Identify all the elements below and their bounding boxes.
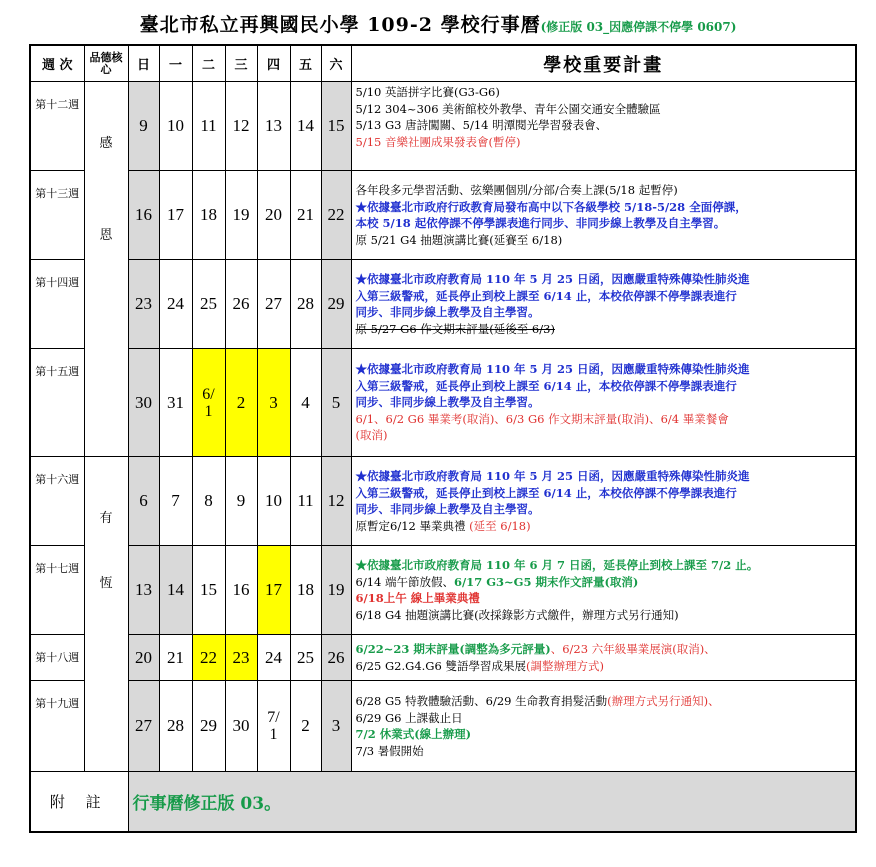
week-label: 第十三週 [30,171,84,260]
day-cell: 10 [159,82,192,171]
core-char: 有 [99,511,113,526]
events-cell [351,82,856,171]
event-line: 入第三級警戒，延長停止到校上課至 6/14 止，本校依停課不停學課表進行 [355,288,737,303]
event-line: ★依據臺北市政府教育局 110 年 5 月 25 日函，因應嚴重特殊傳染性肺炎進 [355,362,750,377]
event-line: 、6/23 六年級畢業展演(取消)、 [550,642,716,656]
day-cell: 8 [192,457,225,546]
day-cell: 26 [225,260,257,349]
day-cell: 25 [192,260,225,349]
day-cell: 14 [159,546,192,635]
day-cell-highlight [192,349,225,457]
header-fri: 五 [290,45,321,82]
day-cell-highlight: 22 [192,635,225,681]
week-label: 第十五週 [30,349,84,457]
day-cell: 13 [128,546,159,635]
note-text: 行事曆修正版 03。 [128,772,856,832]
day-cell: 12 [225,82,257,171]
day-cell: 26 [321,635,351,681]
day-cell: 5 [321,349,351,457]
day-cell: 23 [128,260,159,349]
week-label: 第十二週 [30,82,84,171]
day-cell: 27 [128,681,159,772]
week-row [30,260,856,349]
day-cell: 13 [257,82,290,171]
day-cell-text: 7/1 [267,709,280,743]
event-line: 同步、非同步線上教學及自主學習。 [355,395,540,410]
core-char: 恆 [99,576,113,591]
school-calendar-table [29,44,857,833]
event-line: 原 5/21 G4 抽題演講比賽(延賽至 6/18) [355,232,563,247]
event-line: 7/3 暑假開始 [355,743,424,758]
week-row [30,457,856,546]
day-cell: 28 [290,260,321,349]
title-main: 臺北市私立再興國民小學 109-2 學校行事曆 [139,14,541,36]
events-cell [351,260,856,349]
event-line: 同步、非同步線上教學及自主學習。 [355,502,540,516]
event-line: 入第三級警戒，延長停止到校上課至 6/14 止，本校依停課不停學課表進行 [355,378,737,393]
week-row [30,546,856,635]
day-cell: 17 [159,171,192,260]
day-cell [257,681,290,772]
day-cell: 11 [192,82,225,171]
day-cell: 2 [290,681,321,772]
title-revision: (修正版 03_因應停課不停學 0607) [540,20,737,34]
event-line: 6/18 G4 抽題演講比賽(改採錄影方式繳件，辦理方式另行通知) [355,607,679,622]
day-cell: 30 [225,681,257,772]
event-line: 5/10 英語拼字比賽(G3-G6) [355,85,500,99]
note-label: 附 註 [30,772,128,832]
events-cell [351,457,856,546]
week-label: 第十七週 [30,546,84,635]
event-line: (取消) [355,428,388,443]
day-cell: 4 [290,349,321,457]
day-cell: 24 [257,635,290,681]
core-value-gratitude [84,82,128,457]
event-line: 入第三級警戒，延長停止到校上課至 6/14 止，本校依停課不停學課表進行 [355,485,737,500]
events-cell [351,171,856,260]
day-cell: 11 [290,457,321,546]
day-cell: 21 [159,635,192,681]
event-line: 5/13 G3 唐詩闖關、5/14 明潭閱光學習發表會、 [355,118,608,132]
event-line: ★依據臺北市政府教育局 110 年 6 月 7 日函，延長停止到校上課至 7/2 止。 [355,558,759,572]
event-line: 6/28 G5 特教體驗活動、6/29 生命教育捐髮活動 [355,694,608,708]
day-cell: 9 [128,82,159,171]
header-mon: 一 [159,45,192,82]
day-cell: 24 [159,260,192,349]
week-label: 第十八週 [30,635,84,681]
day-cell: 30 [128,349,159,457]
day-cell: 18 [290,546,321,635]
day-cell: 28 [159,681,192,772]
day-cell: 29 [192,681,225,772]
week-row [30,681,856,772]
event-line: 本校 5/18 起依停課不停學課表進行同步、非同步線上教學及自主學習。 [355,216,726,230]
day-cell: 19 [225,171,257,260]
event-line: 6/14 端午節放假、 [355,574,454,589]
event-line: 6/25 G2.G4.G6 雙語學習成果展 [355,658,526,673]
events-cell [351,681,856,772]
event-line: (辦理方式另行通知)、 [607,694,720,708]
event-line: (延至 6/18) [469,518,531,533]
week-label: 第十九週 [30,681,84,772]
week-label: 第十六週 [30,457,84,546]
day-cell: 12 [321,457,351,546]
day-cell-highlight: 2 [225,349,257,457]
day-cell: 6 [128,457,159,546]
day-cell: 19 [321,546,351,635]
day-cell-text: 6/1 [202,385,215,420]
day-cell: 9 [225,457,257,546]
event-line: 6/18上午 線上畢業典禮 [355,591,480,605]
header-row [30,45,856,82]
day-cell: 20 [128,635,159,681]
day-cell: 22 [321,171,351,260]
header-thu: 四 [257,45,290,82]
week-row [30,171,856,260]
event-line: 原暫定6/12 畢業典禮 [355,518,466,533]
event-line: 6/22~23 期末評量(調整為多元評量) [355,642,551,656]
week-row [30,82,856,171]
day-cell: 16 [128,171,159,260]
event-line: 6/1、6/2 G6 畢業考(取消)、6/3 G6 作文期末評量(取消)、6/4 畢業餐會 [355,411,729,426]
week-row [30,349,856,457]
event-line: 同步、非同步線上教學及自主學習。 [355,305,540,319]
note-row [30,772,856,832]
day-cell: 14 [290,82,321,171]
day-cell: 21 [290,171,321,260]
day-cell: 3 [321,681,351,772]
event-line: ★依據臺北市政府教育局 110 年 5 月 25 日函，因應嚴重特殊傳染性肺炎進 [355,272,750,286]
header-core: 品德核心 [84,45,128,82]
header-wed: 三 [225,45,257,82]
day-cell: 20 [257,171,290,260]
events-cell [351,349,856,457]
event-line: 5/15 音樂社團成果發表會(暫停) [355,134,521,149]
day-cell: 15 [321,82,351,171]
day-cell-highlight: 23 [225,635,257,681]
day-cell: 31 [159,349,192,457]
day-cell: 16 [225,546,257,635]
event-line: (調整辦理方式) [525,658,604,673]
events-cell [351,635,856,681]
header-tue: 二 [192,45,225,82]
day-cell: 29 [321,260,351,349]
event-line: 7/2 休業式(線上辦理) [355,727,472,741]
week-label: 第十四週 [30,260,84,349]
day-cell-highlight: 17 [257,546,290,635]
event-line: 6/29 G6 上課截止日 [355,710,463,725]
day-cell: 25 [290,635,321,681]
header-sat: 六 [321,45,351,82]
event-line: 各年段多元學習活動、弦樂團個別/分部/合奏上課(5/18 起暫停) [355,183,678,197]
event-line: 5/12 304~306 美術館校外教學、青年公園交通安全體驗區 [355,101,661,116]
core-char: 恩 [99,228,113,243]
core-char: 感 [99,136,113,151]
day-cell: 7 [159,457,192,546]
day-cell: 27 [257,260,290,349]
day-cell: 15 [192,546,225,635]
event-line: ★依據臺北市政府教育局 110 年 5 月 25 日函，因應嚴重特殊傳染性肺炎進 [355,469,750,483]
core-value-perseverance [84,457,128,772]
day-cell: 10 [257,457,290,546]
event-line: 原 5/27 G6 作文期末評量(延後至 6/3) [355,321,555,336]
header-sun: 日 [128,45,159,82]
day-cell: 18 [192,171,225,260]
week-row [30,635,856,681]
day-cell-highlight: 3 [257,349,290,457]
event-line: 6/17 G3~G5 期末作文評量(取消) [453,574,639,589]
calendar-title [0,10,876,37]
header-week: 週 次 [30,45,84,82]
event-line: ★依據臺北市政府行政教育局發布高中以下各級學校 5/18-5/28 全面停課， [355,199,747,214]
events-cell [351,546,856,635]
header-plan: 學校重要計畫 [351,45,856,82]
